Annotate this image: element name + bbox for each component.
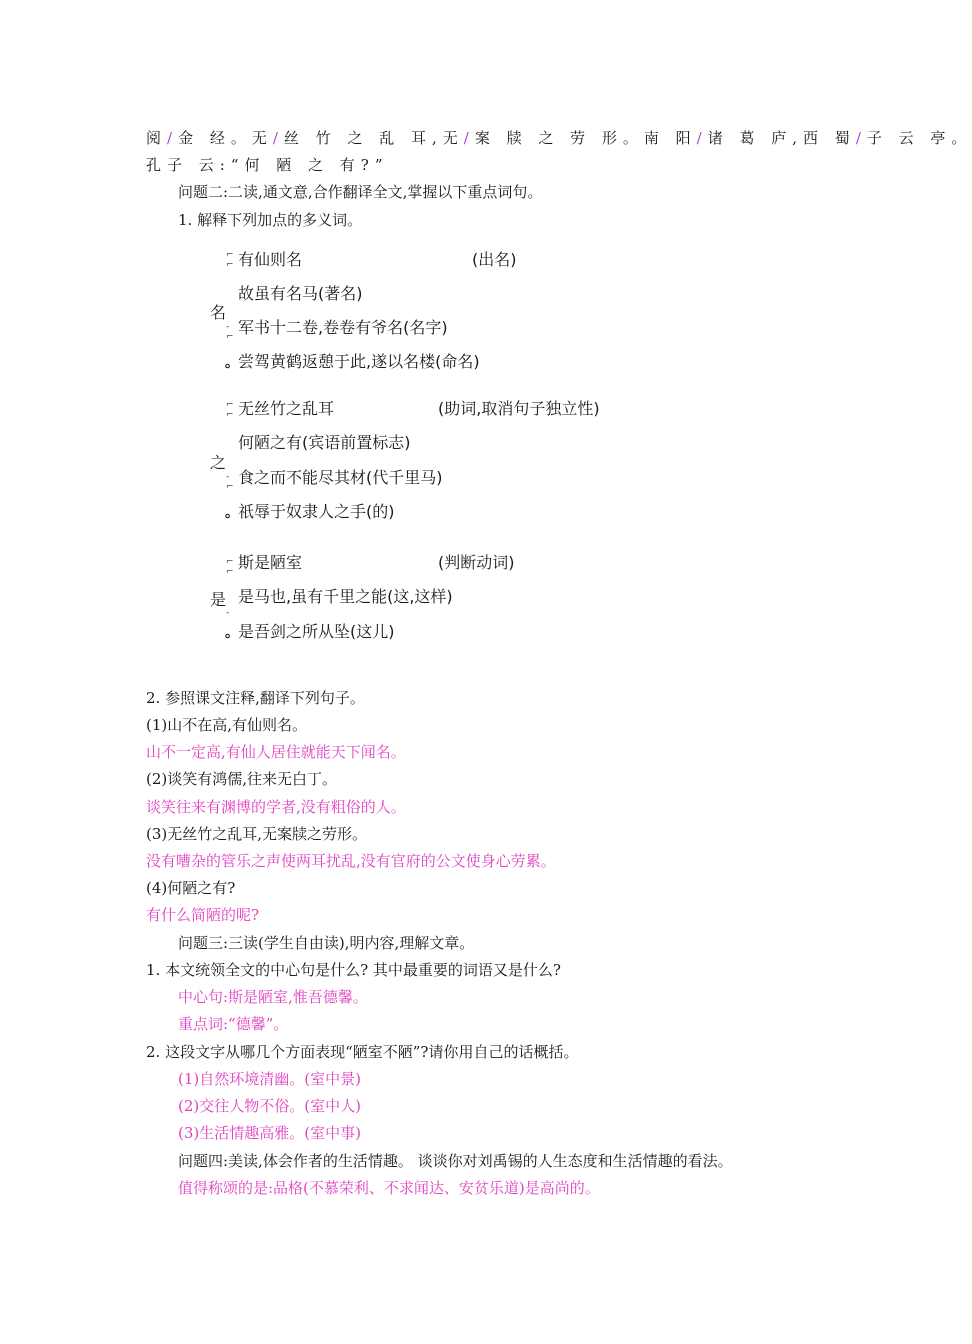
q3-answer-point: (2)交往人物不俗。(室中人) xyxy=(178,1097,361,1115)
passage-line-1 xyxy=(146,128,972,148)
brace-mark: - ⌐ xyxy=(226,472,234,492)
question-4-answer: 值得称颂的是:品格(不慕荣利、不求闻达、安贫乐道)是高尚的。 xyxy=(178,1179,600,1197)
subquestion-1: 1. 解释下列加点的多义词。 xyxy=(178,211,363,229)
passage-fragment: 丝 竹 之 乱 耳,无 xyxy=(283,129,464,147)
passage-fragment: 诸 葛 庐,西 蜀 xyxy=(707,129,856,147)
emphasis-dot: 。 xyxy=(225,505,239,521)
headword: 是 xyxy=(210,590,227,609)
translation-question: (1)山不在高,有仙则名。 xyxy=(146,716,308,734)
translation-answer: 有什么简陋的呢? xyxy=(146,906,260,924)
question-4-title: 问题四:美读,体会作者的生活情趣。 谈谈你对刘禹锡的人生态度和生活情趣的看法。 xyxy=(178,1152,733,1170)
brace-mark: ⌐ ⌐ xyxy=(226,400,234,420)
q3-answer-key-word: 重点词:“德馨”。 xyxy=(178,1015,289,1033)
headword: 之 xyxy=(210,453,227,472)
translation-answer: 山不一定高,有仙人居住就能天下闻名。 xyxy=(146,743,406,761)
example-sentence: 军书十二卷,卷卷有爷名(名字) xyxy=(238,318,448,337)
emphasis-dot: 。 xyxy=(225,355,239,371)
emphasis-dot: 。 xyxy=(225,625,239,641)
example-sentence: 是吾剑之所从坠(这儿) xyxy=(238,622,395,641)
brace-mark: - xyxy=(226,608,230,618)
slash-mark: / xyxy=(167,129,179,147)
brace-mark: ⌐ ⌐ xyxy=(226,250,234,270)
slash-mark: / xyxy=(855,129,867,147)
passage-fragment: 案 牍 之 劳 形。南 阳 xyxy=(474,129,697,147)
gloss: (出名) xyxy=(472,250,517,269)
example-sentence: 食之而不能尽其材(代千里马) xyxy=(238,468,443,487)
slash-mark: / xyxy=(272,129,284,147)
brace-mark: - ⌐ xyxy=(226,322,234,342)
example-sentence: 斯是陋室 xyxy=(238,553,303,572)
passage-fragment: 阅 xyxy=(146,129,168,147)
example-sentence: 何陋之有(宾语前置标志) xyxy=(238,433,411,452)
question-3-title: 问题三:三读(学生自由读),明内容,理解文章。 xyxy=(178,934,475,952)
question-2-title: 问题二:二读,通文意,合作翻译全文,掌握以下重点词句。 xyxy=(178,183,543,201)
example-sentence: 是马也,虽有千里之能(这,这样) xyxy=(238,587,453,606)
translation-question: (3)无丝竹之乱耳,无案牍之劳形。 xyxy=(146,825,368,843)
slash-mark: / xyxy=(463,129,475,147)
translation-question: (2)谈笑有鸿儒,往来无白丁。 xyxy=(146,770,338,788)
q3-answer-point: (3)生活情趣高雅。(室中事) xyxy=(178,1124,361,1142)
passage-line-2: 孔子 云:“何 陋 之 有?” xyxy=(146,156,389,174)
slash-mark: / xyxy=(696,129,708,147)
passage-fragment: 金 经。无 xyxy=(178,129,273,147)
example-sentence: 无丝竹之乱耳 xyxy=(238,399,335,418)
headword: 名 xyxy=(210,303,227,322)
translation-answer: 没有嘈杂的管乐之声使两耳扰乱,没有官府的公文使身心劳累。 xyxy=(146,852,556,870)
example-sentence: 有仙则名 xyxy=(238,250,303,269)
gloss: (助词,取消句子独立性) xyxy=(438,399,600,418)
translation-question: (4)何陋之有? xyxy=(146,879,236,897)
brace-mark: ⌐ ⌐ xyxy=(226,557,234,577)
passage-fragment: 子 云 亭。 xyxy=(866,129,972,147)
gloss: (判断动词) xyxy=(438,553,515,572)
subquestion-2: 2. 参照课文注释,翻译下列句子。 xyxy=(146,689,365,707)
translation-answer: 谈笑往来有渊博的学者,没有粗俗的人。 xyxy=(146,798,406,816)
example-sentence: 祇辱于奴隶人之手(的) xyxy=(238,502,395,521)
q3-subquestion-2: 2. 这段文字从哪几个方面表现“陋室不陋”?请你用自己的话概括。 xyxy=(146,1043,579,1061)
example-sentence: 故虽有名马(著名) xyxy=(238,284,363,303)
example-sentence: 尝驾黄鹤返憩于此,遂以名楼(命名) xyxy=(238,352,480,371)
q3-answer-central-sentence: 中心句:斯是陋室,惟吾德馨。 xyxy=(178,988,368,1006)
q3-subquestion-1: 1. 本文统领全文的中心句是什么? 其中最重要的词语又是什么? xyxy=(146,961,561,979)
q3-answer-point: (1)自然环境清幽。(室中景) xyxy=(178,1070,361,1088)
